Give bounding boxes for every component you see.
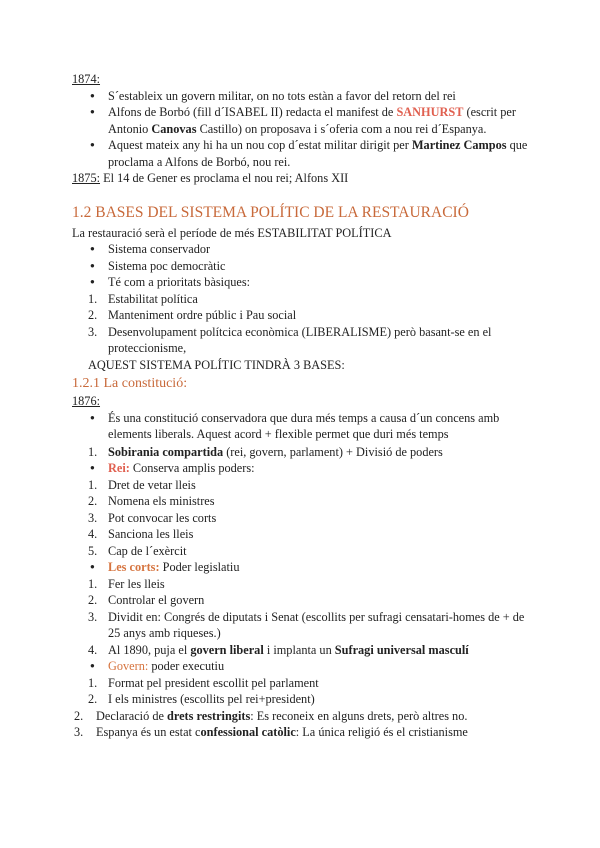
- line-1875: 1875: El 14 de Gener es proclama el nou rei; Alfons XII: [72, 171, 349, 185]
- rei-item: 4. Sanciona les lleis: [88, 527, 194, 541]
- document-page: [72, 71, 532, 741]
- bullet-corts: ● Les corts: Poder legislatiu: [72, 559, 532, 576]
- govern-item: 1. Format pel president escollit pel parlament: [88, 675, 319, 690]
- corts-item: 1. Fer les lleis: [88, 576, 165, 591]
- bullet-military-government: ● S´estableix un govern militar, on no tots estàn a favor del retorn del rei: [72, 88, 532, 105]
- govern-item: 2. I els ministres (escollits pel rei+president): [88, 692, 315, 706]
- rei-item: 2. Nomena els ministres: [88, 494, 215, 508]
- priority-item: 1. Estabilitat política: [88, 291, 198, 306]
- year-1876: 1876:: [72, 394, 101, 408]
- bullet-sanhurst-manifesto: ● Alfons de Borbó (fill d´ISABEL II) redacta el manifest de SANHURST (escrit per Antonio Canovas Castillo) on proposava i s´oferia com a nou rei d´Espanya.: [72, 104, 532, 137]
- sanhurst-highlight: SANHURST: [396, 105, 464, 119]
- bullet-prioritats: ● Té com a prioritats bàsiques:: [72, 274, 532, 291]
- bullet-constitucio-conservadora: ● És una constitució conservadora que dura més temps a causa d´un concens amb elements liberals. Aquest acord + flexible permet que duri més temps: [72, 410, 532, 443]
- three-bases-line: AQUEST SISTEMA POLÍTIC TINDRÀ 3 BASES:: [88, 357, 345, 372]
- bullet-poc-democratic: ● Sistema poc democràtic: [72, 258, 532, 275]
- heading-constitucio: 1.2.1 La constitució:: [72, 376, 188, 391]
- item-sobirania: 1. Sobirania compartida (rei, govern, parlament) + Divisió de poders: [88, 444, 443, 459]
- priority-item: 2. Manteniment ordre públic i Pau social: [88, 308, 297, 322]
- item-drets-restringits: 2. Declaració de drets restringits: Es reconeix en alguns drets, però altres no.: [74, 708, 468, 723]
- rei-item: 3. Pot convocar les corts: [88, 510, 217, 525]
- corts-item: 2. Controlar el govern: [88, 593, 205, 607]
- corts-item: 3. Dividit en: Congrés de diputats i Senat (escollits per sufragi censatari-homes de + de 25 anys amb riqueses.): [88, 609, 525, 640]
- item-estat-confessional: 3. Espanya és un estat confessional catòlic: La única religió és el cristianisme: [74, 725, 468, 739]
- item-sufragi-universal: 4. Al 1890, puja el govern liberal i implanta un Sufragi universal masculí: [88, 642, 469, 657]
- priority-item: 3. Desenvolupament polítcica econòmica (LIBERALISME) però basant-se en el proteccionisme,: [88, 324, 492, 355]
- rei-item: 1. Dret de vetar lleis: [88, 477, 196, 492]
- bullet-rei: ● Rei: Conserva amplis poders:: [72, 460, 532, 477]
- intro-estabilitat: La restauració serà el període de més ESTABILITAT POLÍTICA: [72, 225, 392, 240]
- year-1874: 1874:: [72, 72, 101, 86]
- bullet-martinez-campos: ● Aquest mateix any hi ha un nou cop d´estat militar dirigit per Martinez Campos que proclama a Alfons de Borbó, nou rei.: [72, 137, 532, 170]
- bullet-conservador: ● Sistema conservador: [72, 241, 532, 258]
- rei-item: 5. Cap de l´exèrcit: [88, 543, 187, 558]
- bullet-govern: ● Govern: poder executiu: [72, 658, 532, 675]
- heading-bases-sistema: 1.2 BASES DEL SISTEMA POLÍTIC DE LA RESTAURACIÓ: [72, 203, 469, 221]
